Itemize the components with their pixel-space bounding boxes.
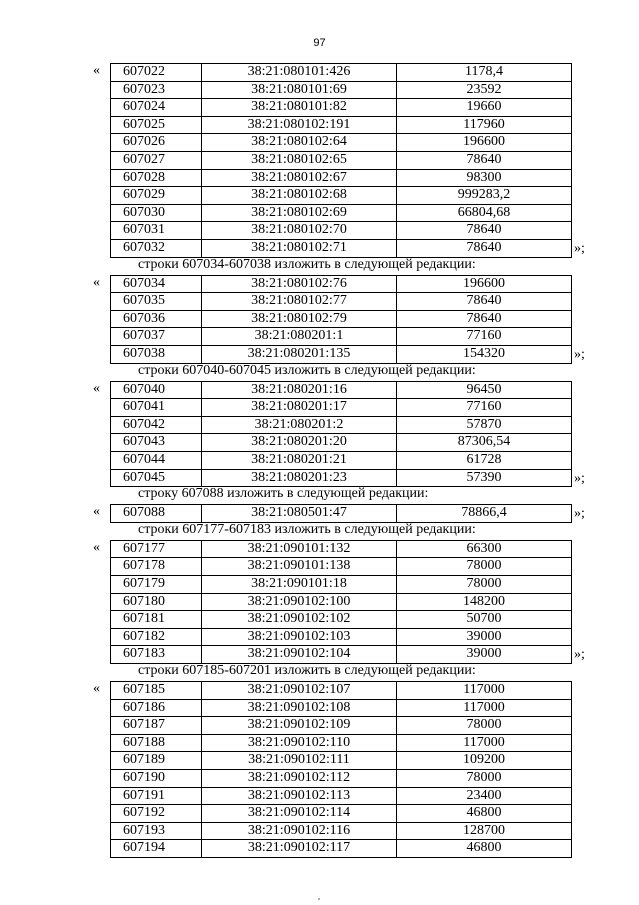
table-row <box>111 116 572 134</box>
table-row <box>111 134 572 152</box>
table-row <box>111 81 572 99</box>
table-row <box>111 787 572 805</box>
cadastral-number: 38:21:080201:20 <box>202 434 397 452</box>
page-number: 97 <box>313 37 326 49</box>
row-number: 607191 <box>111 787 202 805</box>
cadastral-number: 38:21:080102:79 <box>202 310 397 328</box>
table-row <box>111 239 572 257</box>
cadastral-table <box>110 504 572 523</box>
cadastral-table <box>110 540 572 664</box>
table-row <box>111 611 572 629</box>
row-number: 607188 <box>111 734 202 752</box>
cadastral-number: 38:21:090102:100 <box>202 593 397 611</box>
amendment-heading: строки 607185-607201 изложить в следующей редакции: <box>138 663 476 678</box>
cadastral-value: 148200 <box>397 593 572 611</box>
amendment-block <box>93 681 570 858</box>
table-row <box>111 328 572 346</box>
row-number: 607031 <box>111 222 202 240</box>
cadastral-number: 38:21:090102:104 <box>202 646 397 664</box>
table-row <box>111 752 572 770</box>
row-number: 607040 <box>111 381 202 399</box>
cadastral-value: 50700 <box>397 611 572 629</box>
row-number: 607023 <box>111 81 202 99</box>
row-number: 607044 <box>111 451 202 469</box>
cadastral-number: 38:21:080102:71 <box>202 239 397 257</box>
cadastral-number: 38:21:080101:82 <box>202 99 397 117</box>
table-row <box>111 381 572 399</box>
cadastral-value: 23400 <box>397 787 572 805</box>
cadastral-number: 38:21:080101:426 <box>202 64 397 82</box>
cadastral-value: 46800 <box>397 805 572 823</box>
cadastral-table <box>110 275 572 364</box>
cadastral-value: 78866,4 <box>397 505 572 523</box>
close-quote: »; <box>574 470 585 486</box>
cadastral-value: 46800 <box>397 840 572 858</box>
amendment-heading: строки 607177-607183 изложить в следующей редакции: <box>138 521 476 537</box>
cadastral-number: 38:21:080201:2 <box>202 416 397 434</box>
open-quote: « <box>93 63 100 78</box>
cadastral-number: 38:21:090102:109 <box>202 717 397 735</box>
cadastral-number: 38:21:090102:108 <box>202 699 397 717</box>
cadastral-value: 57870 <box>397 416 572 434</box>
close-quote: »; <box>574 241 585 256</box>
cadastral-value: 196600 <box>397 275 572 293</box>
row-number: 607190 <box>111 769 202 787</box>
row-number: 607179 <box>111 575 202 593</box>
row-number: 607024 <box>111 99 202 117</box>
cadastral-number: 38:21:080102:191 <box>202 116 397 134</box>
table-row <box>111 469 572 487</box>
table-row <box>111 64 572 82</box>
table-row <box>111 275 572 293</box>
row-number: 607181 <box>111 611 202 629</box>
cadastral-value: 78640 <box>397 293 572 311</box>
cadastral-value: 57390 <box>397 469 572 487</box>
cadastral-number: 38:21:080102:77 <box>202 293 397 311</box>
cadastral-value: 117000 <box>397 734 572 752</box>
cadastral-number: 38:21:080101:69 <box>202 81 397 99</box>
row-number: 607045 <box>111 469 202 487</box>
row-number: 607030 <box>111 204 202 222</box>
row-number: 607180 <box>111 593 202 611</box>
cadastral-value: 128700 <box>397 822 572 840</box>
cadastral-value: 61728 <box>397 451 572 469</box>
row-number: 607193 <box>111 822 202 840</box>
row-number: 607042 <box>111 416 202 434</box>
table-row <box>111 293 572 311</box>
amendment-block <box>93 539 585 664</box>
cadastral-value: 78640 <box>397 239 572 257</box>
cadastral-number: 38:21:080102:68 <box>202 187 397 205</box>
row-number: 607032 <box>111 239 202 257</box>
table-row <box>111 593 572 611</box>
row-number: 607034 <box>111 275 202 293</box>
table-row <box>111 169 572 187</box>
cadastral-number: 38:21:090102:110 <box>202 734 397 752</box>
amendment-heading: строки 607040-607045 изложить в следующей редакции: <box>138 362 476 378</box>
cadastral-value: 117000 <box>397 699 572 717</box>
cadastral-value: 154320 <box>397 345 572 363</box>
open-quote: « <box>93 504 100 520</box>
open-quote: « <box>93 681 100 696</box>
cadastral-value: 78000 <box>397 769 572 787</box>
cadastral-number: 38:21:090101:18 <box>202 575 397 593</box>
cadastral-number: 38:21:080201:1 <box>202 328 397 346</box>
table-row <box>111 717 572 735</box>
cadastral-number: 38:21:090102:116 <box>202 822 397 840</box>
table-row <box>111 310 572 328</box>
cadastral-value: 23592 <box>397 81 572 99</box>
cadastral-table <box>110 681 572 858</box>
table-row <box>111 840 572 858</box>
cadastral-table <box>110 63 572 258</box>
table-row <box>111 434 572 452</box>
cadastral-value: 87306,54 <box>397 434 572 452</box>
table-row <box>111 646 572 664</box>
cadastral-value: 77160 <box>397 328 572 346</box>
row-number: 607041 <box>111 399 202 417</box>
table-row <box>111 222 572 240</box>
cadastral-number: 38:21:080201:135 <box>202 345 397 363</box>
row-number: 607194 <box>111 840 202 858</box>
cadastral-value: 39000 <box>397 628 572 646</box>
open-quote: « <box>93 380 100 396</box>
cadastral-value: 78640 <box>397 222 572 240</box>
row-number: 607186 <box>111 699 202 717</box>
cadastral-number: 38:21:080201:23 <box>202 469 397 487</box>
cadastral-number: 38:21:080102:76 <box>202 275 397 293</box>
table-row <box>111 682 572 700</box>
cadastral-number: 38:21:080102:65 <box>202 151 397 169</box>
cadastral-number: 38:21:090102:117 <box>202 840 397 858</box>
amendment-block <box>93 274 585 364</box>
cadastral-number: 38:21:080501:47 <box>202 505 397 523</box>
cadastral-number: 38:21:090102:113 <box>202 787 397 805</box>
cadastral-value: 117000 <box>397 682 572 700</box>
cadastral-value: 19660 <box>397 99 572 117</box>
cadastral-value: 39000 <box>397 646 572 664</box>
row-number: 607088 <box>111 505 202 523</box>
cadastral-number: 38:21:090101:132 <box>202 540 397 558</box>
cadastral-value: 66300 <box>397 540 572 558</box>
row-number: 607028 <box>111 169 202 187</box>
amendment-block <box>93 63 585 258</box>
row-number: 607022 <box>111 64 202 82</box>
cadastral-value: 78640 <box>397 310 572 328</box>
amendment-block <box>93 504 585 523</box>
row-number: 607189 <box>111 752 202 770</box>
cadastral-value: 999283,2 <box>397 187 572 205</box>
table-row <box>111 558 572 576</box>
cadastral-number: 38:21:080102:67 <box>202 169 397 187</box>
table-row <box>111 451 572 469</box>
cadastral-value: 109200 <box>397 752 572 770</box>
open-quote: « <box>93 539 100 555</box>
row-number: 607038 <box>111 345 202 363</box>
cadastral-value: 78000 <box>397 717 572 735</box>
cadastral-table <box>110 381 572 488</box>
row-number: 607027 <box>111 151 202 169</box>
row-number: 607026 <box>111 134 202 152</box>
table-row <box>111 822 572 840</box>
table-row <box>111 416 572 434</box>
cadastral-number: 38:21:090102:107 <box>202 682 397 700</box>
cadastral-value: 66804,68 <box>397 204 572 222</box>
table-row <box>111 769 572 787</box>
cadastral-number: 38:21:080102:70 <box>202 222 397 240</box>
table-row <box>111 734 572 752</box>
row-number: 607182 <box>111 628 202 646</box>
cadastral-value: 98300 <box>397 169 572 187</box>
row-number: 607043 <box>111 434 202 452</box>
row-number: 607035 <box>111 293 202 311</box>
close-quote: »; <box>574 506 585 522</box>
open-quote: « <box>93 274 100 290</box>
cadastral-value: 78000 <box>397 575 572 593</box>
row-number: 607183 <box>111 646 202 664</box>
table-row <box>111 628 572 646</box>
cadastral-number: 38:21:090102:103 <box>202 628 397 646</box>
row-number: 607025 <box>111 116 202 134</box>
row-number: 607177 <box>111 540 202 558</box>
amendment-block <box>93 380 585 488</box>
table-row <box>111 99 572 117</box>
cadastral-value: 117960 <box>397 116 572 134</box>
table-row <box>111 399 572 417</box>
cadastral-number: 38:21:090101:138 <box>202 558 397 576</box>
close-quote: »; <box>574 346 585 362</box>
table-row <box>111 575 572 593</box>
cadastral-number: 38:21:080201:17 <box>202 399 397 417</box>
row-number: 607037 <box>111 328 202 346</box>
table-row <box>111 204 572 222</box>
cadastral-number: 38:21:090102:114 <box>202 805 397 823</box>
row-number: 607029 <box>111 187 202 205</box>
amendment-heading: строки 607034-607038 изложить в следующей редакции: <box>138 256 476 272</box>
cadastral-value: 78640 <box>397 151 572 169</box>
cadastral-value: 96450 <box>397 381 572 399</box>
table-row <box>111 187 572 205</box>
table-row <box>111 805 572 823</box>
cadastral-value: 77160 <box>397 399 572 417</box>
cadastral-value: 196600 <box>397 134 572 152</box>
cadastral-value: 1178,4 <box>397 64 572 82</box>
cadastral-number: 38:21:080201:21 <box>202 451 397 469</box>
table-row <box>111 540 572 558</box>
table-row <box>111 151 572 169</box>
row-number: 607178 <box>111 558 202 576</box>
table-row <box>111 345 572 363</box>
cadastral-value: 78000 <box>397 558 572 576</box>
row-number: 607036 <box>111 310 202 328</box>
close-quote: »; <box>574 647 585 663</box>
cadastral-number: 38:21:080102:64 <box>202 134 397 152</box>
amendment-heading: строку 607088 изложить в следующей редакции: <box>138 486 429 502</box>
cadastral-number: 38:21:090102:112 <box>202 769 397 787</box>
cadastral-number: 38:21:090102:111 <box>202 752 397 770</box>
row-number: 607187 <box>111 717 202 735</box>
table-row <box>111 505 572 523</box>
cadastral-number: 38:21:080201:16 <box>202 381 397 399</box>
table-row <box>111 699 572 717</box>
scan-dot <box>318 898 320 900</box>
row-number: 607185 <box>111 682 202 700</box>
cadastral-number: 38:21:080102:69 <box>202 204 397 222</box>
cadastral-number: 38:21:090102:102 <box>202 611 397 629</box>
row-number: 607192 <box>111 805 202 823</box>
